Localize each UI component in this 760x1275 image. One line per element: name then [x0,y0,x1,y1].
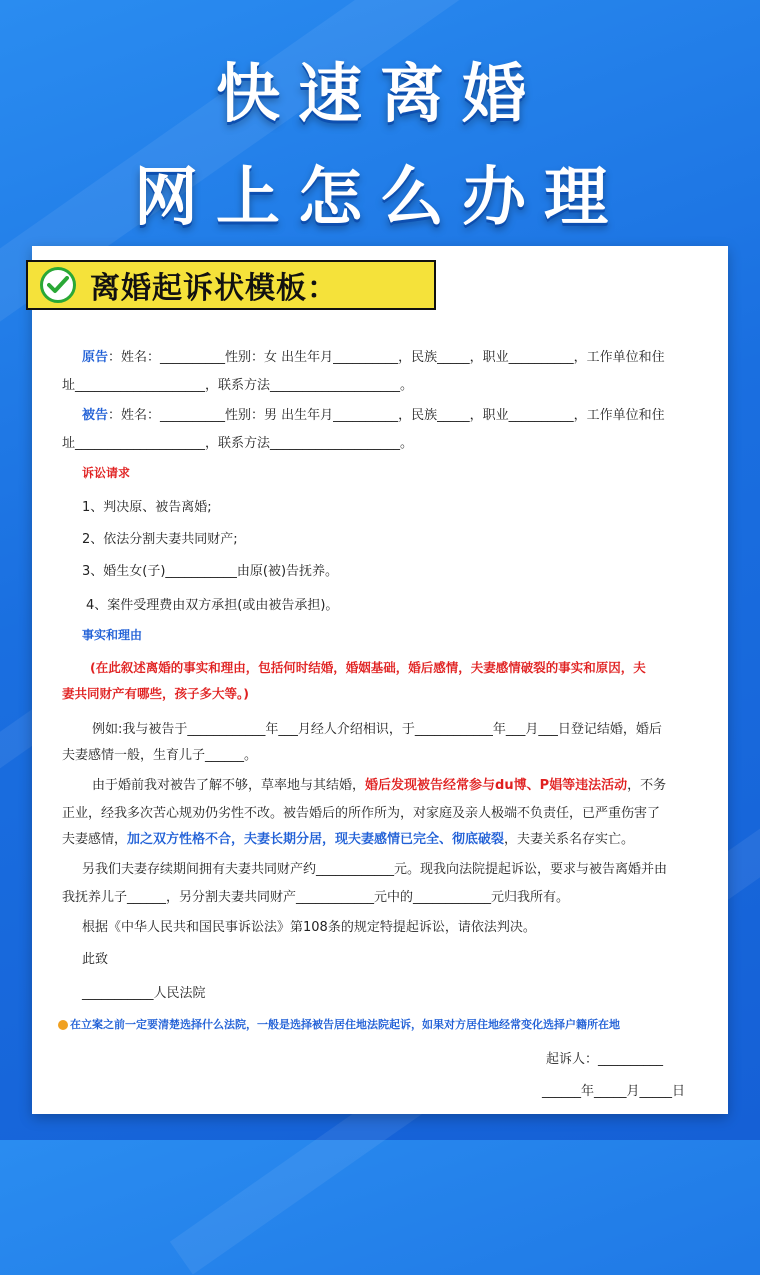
facts-heading: 事实和理由 [82,628,143,642]
paragraph-reason: 正业，经我多次苦心规劝仍劣性不改。被告婚后的所作所为，对家庭及亲人极端不负责任，已严重伤害了 [62,806,661,821]
paragraph-property: 另我们夫妻存续期间拥有夫妻共同财产约____________元。现我向法院提起诉讼，要求与被告离婚并由 [82,862,668,877]
paragraph-example: 例如:我与被告于____________年___月经人介绍相识，于____________年___月___日登记结婚，婚后 [92,722,662,737]
claim-item: 4、案件受理费由双方承担(或由被告承担)。 [86,598,339,613]
template-banner [26,260,436,310]
title-line-1: 快速离婚 [216,58,544,132]
paragraph-reason: 由于婚前我对被告了解不够，草率地与其结婚，婚后发现被告经常参与du博、P娼等违法活动，不务 [92,778,667,793]
check-icon [40,267,76,303]
plaintiff-line-1: 原告：姓名：__________性别：女 出生年月__________，民族_____，职业__________，工作单位和住 [82,350,665,365]
paragraph-property: 我抚养儿子______，另分割夫妻共同财产____________元中的____________元归我所有。 [62,890,570,905]
date-line: ______年_____月_____日 [542,1084,686,1099]
court-name: ___________人民法院 [82,986,206,1001]
document-paper [32,246,728,1114]
signer-line: 起诉人：__________ [546,1052,664,1067]
facts-note: (在此叙述离婚的事实和理由，包括何时结婚，婚姻基础，婚后感情，夫妻感情破裂的事实和原因，夫 [90,660,646,675]
title-line-2: 网上怎么办理 [134,161,626,235]
defendant-line-1: 被告：姓名：__________性别：男 出生年月__________，民族_____，职业__________，工作单位和住 [82,408,665,423]
paragraph-example: 夫妻感情一般，生育儿子______。 [62,748,258,763]
filing-tip: 在立案之前一定要清楚选择什么法院，一般是选择被告居住地法院起诉，如果对方居住地经常变化选择户籍所在地 [58,1016,620,1032]
banner-title: 离婚起诉状模板： [90,271,338,306]
facts-note: 妻共同财产有哪些，孩子多大等。) [62,686,249,701]
defendant-line-2: 址____________________，联系方法____________________。 [62,436,414,451]
tip-bullet-icon [58,1020,68,1030]
paragraph-reason: 夫妻感情，加之双方性格不合，夫妻长期分居，现夫妻感情已完全、彻底破裂，夫妻关系名存实亡。 [62,832,635,847]
plaintiff-line-2: 址____________________，联系方法____________________。 [62,378,414,393]
closing-text: 此致 [82,952,109,967]
claim-item: 2、依法分割夫妻共同财产; [82,532,238,547]
claim-item: 3、婚生女(子)___________由原(被)告抚养。 [82,564,339,579]
claim-item: 1、判决原、被告离婚; [82,500,212,515]
paragraph-legal-basis: 根据《中华人民共和国民事诉讼法》第108条的规定特提起诉讼，请依法判决。 [82,920,536,935]
claims-heading: 诉讼请求 [82,466,131,480]
